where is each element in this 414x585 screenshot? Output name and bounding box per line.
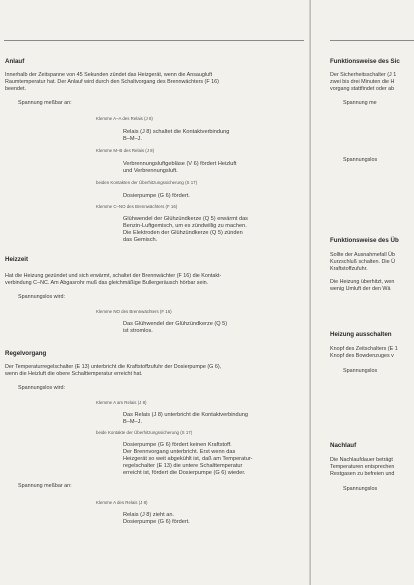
- right-text-line: Sollte der Ausnahmefall Üb: [330, 252, 396, 258]
- effect-text: Relais (J 8) zieht an. Dosierpumpe (G 6) fördert.: [123, 512, 190, 525]
- right-text-line: Kraftstoffzufuhr.: [330, 266, 368, 272]
- voltage-label: Spannungslos wird:: [18, 385, 66, 391]
- right-text-line: vorgang stattfindet oder ab: [330, 86, 395, 92]
- right-page-column: [330, 0, 414, 585]
- voltage-label: Spannungslos wird:: [18, 294, 66, 300]
- regelvorgang-intro-1: Der Temperaturregelschalter (E 13) unterbricht die Kraftstoffzufuhr der Dosierpumpe (G 6),: [5, 364, 222, 370]
- section-rule: [4, 40, 304, 41]
- voltage-label: Spannung me: [343, 100, 377, 106]
- heizzeit-intro-1: Hat die Heizung gezündet und sich erwärmt, schaltet der Brennwächter (F 16) die Kontakt-: [5, 273, 222, 279]
- voltage-label: Spannung meßbar an:: [18, 100, 72, 106]
- terminal-label: Klemme A–A des Relais (J 8): [96, 116, 153, 121]
- right-text-line: Knopf des Bowdenzuges v: [330, 353, 394, 359]
- right-text-line: Kurzschluß schalten. Die Ü: [330, 259, 396, 265]
- heading-nachlauf: Nachlauf: [330, 442, 357, 449]
- effect-text: Das Glühwendel der Glühzündkerze (Q 5) ist stromlos.: [123, 321, 228, 334]
- terminal-label: Klemme NO des Brennwächters (F 16): [96, 309, 172, 314]
- heizzeit-intro-2: verbindung C–NC. Am Abgasrohr muß das gleichmäßige Bullergeräusch hörbar sein.: [5, 280, 209, 286]
- effect-text: Verbrennungsluftgebläse (V 6) fördert Heizluft und Verbrennungsluft.: [123, 161, 237, 174]
- effect-text: Glühwendel der Glühzündkerze (Q 5) erwärmt das Benzin-Luftgemisch, um es zündwillig zu machen. Die Elektroden der Glühzündkerze (Q 5) zünden das Gemisch.: [123, 216, 248, 243]
- heading-anlauf: Anlauf: [5, 58, 25, 65]
- effect-text: Dosierpumpe (G 6) fördert keinen Kraftstoff. Der Brennvorgang unterbricht. Erst wenn das Heizgerät so weit abgekühlt ist, daß am Temperatur- regelschalter (E 13) die untere Schalttemperatur erreicht ist, fördert die Dosierpumpe (G 6) wieder.: [123, 442, 253, 476]
- right-text-line: wenig Umluft der den Wä: [330, 286, 391, 292]
- voltage-label: Spannungslos: [343, 486, 378, 492]
- terminal-label: Klemme A am Relais (J 8): [96, 400, 147, 405]
- effect-text: Das Relais (J 8) unterbricht die Kontaktverbindung B–M–J.: [123, 412, 248, 425]
- right-text-line: Die Nachlaufdauer beträgt: [330, 457, 393, 463]
- right-text-line: Der Sicherheitsschalter (J 1: [330, 72, 397, 78]
- voltage-label: Spannungslos: [343, 157, 378, 163]
- effect-text: Dosierpumpe (G 6) fördert.: [123, 193, 190, 199]
- terminal-label: beiden Kontakten der Überhitzungssicherung (S 17): [96, 180, 198, 185]
- heading-funktionsweise-ueberhitzung: Funktionsweise des Üb: [330, 237, 399, 244]
- terminal-label: beide Kontakte der Überhitzungssicherung (S 17): [96, 430, 193, 435]
- heading-heizung-ausschalten: Heizung ausschalten: [330, 331, 392, 338]
- right-text-line: Restgasen zu befreien und: [330, 471, 395, 477]
- page-fold: [309, 0, 311, 585]
- terminal-label: Klemme C–NO des Brennwächters (F 16): [96, 204, 178, 209]
- right-text-line: Temperaturen entsprechen: [330, 464, 395, 470]
- anlauf-intro-1: Innerhalb der Zeitspanne von 45 Sekunden zündet das Heizgerät, wenn die Ansaugluft: [5, 72, 213, 78]
- voltage-label: Spannung meßbar an:: [18, 483, 72, 489]
- terminal-label: Klemme A des Relais (J 8): [96, 500, 148, 505]
- right-text-line: Knopf des Zeitschalters (E 1: [330, 346, 398, 352]
- heading-regelvorgang: Regelvorgang: [5, 350, 47, 357]
- anlauf-intro-3: beendet.: [5, 86, 26, 92]
- right-text-line: Die Heizung überhitzt, wen: [330, 279, 395, 285]
- right-text-line: zwei bis drei Minuten die H: [330, 79, 395, 85]
- heading-funktionsweise-sicherheitsschalter: Funktionsweise des Sic: [330, 58, 400, 65]
- terminal-label: Klemme M–B des Relais (J 8): [96, 148, 155, 153]
- anlauf-intro-2: Raumtemperatur hat. Der Anlauf wird durch den Schaltvorgang des Brennwächters (F 16): [5, 79, 219, 85]
- heading-heizzeit: Heizzeit: [5, 256, 29, 263]
- regelvorgang-intro-2: wenn die Heizluft die obere Schalttemperatur erreicht hat.: [5, 371, 143, 377]
- voltage-label: Spannungslos: [343, 368, 378, 374]
- effect-text: Relais (J 8) schaltet die Kontaktverbindung B–M–J.: [123, 129, 230, 142]
